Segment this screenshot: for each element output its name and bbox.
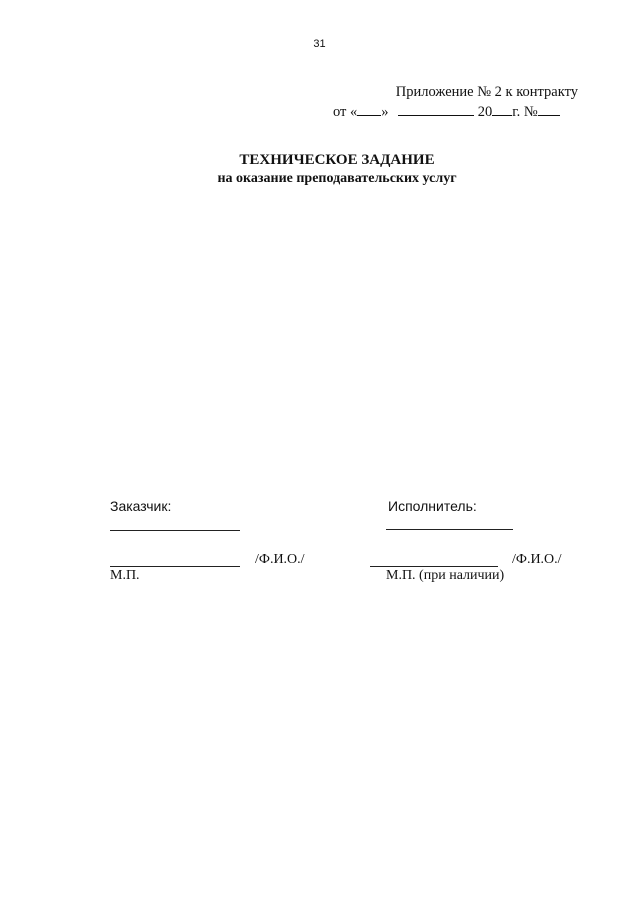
customer-name-line — [110, 530, 240, 531]
contractor-label: Исполнитель: — [388, 498, 477, 514]
day-blank — [357, 103, 381, 116]
year-suffix: г. № — [512, 104, 538, 120]
date-close: » — [381, 104, 389, 120]
contractor-name-line — [386, 529, 513, 530]
month-blank — [398, 103, 474, 116]
customer-label: Заказчик: — [110, 498, 172, 514]
contract-date-line — [333, 103, 560, 121]
appendix-title: Приложение № 2 к контракту — [395, 84, 578, 100]
date-prefix: от « — [333, 104, 358, 120]
year-blank — [492, 103, 512, 116]
contractor-fio-caption: /Ф.И.О./ — [512, 552, 562, 567]
contract-number-blank — [538, 103, 560, 116]
document-subtitle: на оказание преподавательских услуг — [217, 171, 457, 186]
customer-fio-caption: /Ф.И.О./ — [255, 552, 305, 567]
contractor-signature-line — [370, 566, 498, 567]
document-title: ТЕХНИЧЕСКОЕ ЗАДАНИЕ — [239, 152, 435, 168]
customer-signature-line — [110, 566, 240, 567]
contractor-seal-label: М.П. (при наличии) — [386, 568, 505, 583]
year-prefix: 20 — [477, 104, 493, 120]
page-number: 31 — [313, 38, 326, 50]
customer-seal-label: М.П. — [110, 568, 140, 583]
